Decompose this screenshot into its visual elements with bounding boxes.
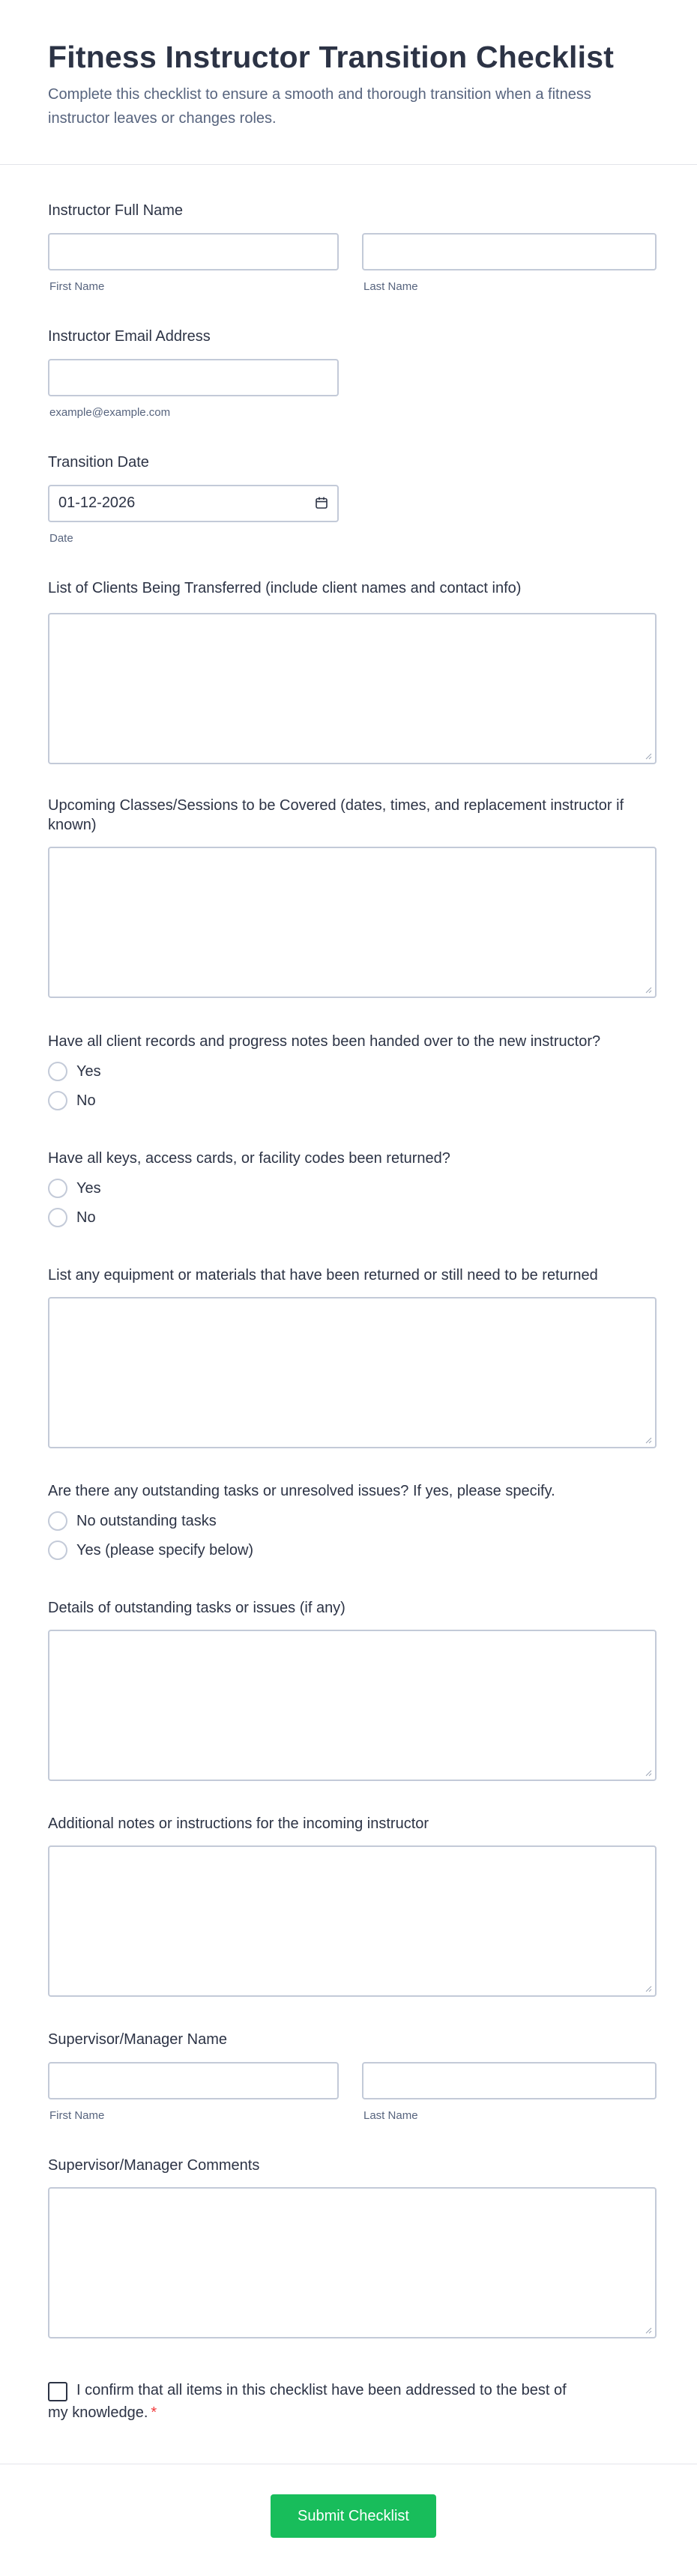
notes-label: Additional notes or instructions for the incoming instructor bbox=[48, 1815, 429, 1832]
instructor-last-name-input[interactable] bbox=[362, 233, 657, 270]
radio-label: Yes bbox=[76, 1179, 101, 1197]
supervisor-last-name-input[interactable] bbox=[362, 2062, 657, 2099]
transition-date-label: Transition Date bbox=[48, 454, 149, 471]
outstanding-field bbox=[48, 1481, 657, 1565]
required-asterisk: * bbox=[151, 2404, 157, 2421]
records-label: Have all client records and progress notes been handed over to the new instructor? bbox=[48, 1033, 601, 1050]
instructor-email-label: Instructor Email Address bbox=[48, 328, 211, 345]
records-option-no[interactable] bbox=[48, 1091, 96, 1110]
classes-textarea[interactable] bbox=[48, 847, 657, 998]
details-field bbox=[48, 1598, 657, 1786]
radio-button[interactable] bbox=[48, 1208, 67, 1227]
notes-textarea[interactable] bbox=[48, 1845, 657, 1997]
instructor-name-field bbox=[48, 201, 657, 298]
clients-label: List of Clients Being Transferred (include client names and contact info) bbox=[48, 580, 522, 596]
supervisor-comments-label: Supervisor/Manager Comments bbox=[48, 2157, 260, 2174]
supervisor-first-name-sublabel: First Name bbox=[49, 2109, 105, 2122]
supervisor-comments-field bbox=[48, 2156, 657, 2343]
clients-textarea[interactable] bbox=[48, 613, 657, 764]
instructor-first-name-input[interactable] bbox=[48, 233, 339, 270]
radio-button[interactable] bbox=[48, 1511, 67, 1531]
confirm-label bbox=[48, 2379, 588, 2424]
form-title: Fitness Instructor Transition Checklist bbox=[48, 40, 615, 74]
radio-button[interactable] bbox=[48, 1179, 67, 1198]
keys-option-no[interactable] bbox=[48, 1208, 96, 1227]
classes-field bbox=[48, 796, 657, 1000]
equipment-label: List any equipment or materials that have been returned or still need to be returned bbox=[48, 1267, 598, 1284]
instructor-email-input[interactable] bbox=[48, 359, 339, 396]
supervisor-last-name-sublabel: Last Name bbox=[363, 2109, 418, 2122]
keys-option-yes[interactable] bbox=[48, 1179, 101, 1198]
transition-date-field bbox=[48, 453, 657, 550]
keys-field bbox=[48, 1149, 657, 1233]
notes-field bbox=[48, 1814, 657, 2001]
instructor-last-name-sublabel: Last Name bbox=[363, 280, 418, 293]
resize-handle-icon[interactable] bbox=[645, 752, 652, 760]
equipment-field bbox=[48, 1266, 657, 1453]
resize-handle-icon[interactable] bbox=[645, 1985, 652, 1992]
instructor-email-field bbox=[48, 327, 657, 424]
radio-label: No bbox=[76, 1092, 96, 1109]
radio-label: No bbox=[76, 1209, 96, 1226]
resize-handle-icon[interactable] bbox=[645, 1769, 652, 1777]
keys-label: Have all keys, access cards, or facility codes been returned? bbox=[48, 1150, 450, 1167]
instructor-email-sublabel: example@example.com bbox=[49, 406, 171, 419]
radio-button[interactable] bbox=[48, 1091, 67, 1110]
transition-date-sublabel: Date bbox=[49, 532, 73, 545]
records-option-yes[interactable] bbox=[48, 1062, 101, 1081]
resize-handle-icon[interactable] bbox=[645, 986, 652, 994]
radio-button[interactable] bbox=[48, 1062, 67, 1081]
calendar-icon[interactable] bbox=[315, 496, 328, 510]
confirm-field bbox=[48, 2379, 588, 2431]
confirm-checkbox[interactable] bbox=[48, 2382, 67, 2401]
details-label: Details of outstanding tasks or issues (if any) bbox=[48, 1600, 346, 1616]
radio-label: Yes bbox=[76, 1062, 101, 1080]
outstanding-label: Are there any outstanding tasks or unresolved issues? If yes, please specify. bbox=[48, 1483, 555, 1499]
records-field bbox=[48, 1032, 657, 1116]
instructor-first-name-sublabel: First Name bbox=[49, 280, 105, 293]
clients-field bbox=[48, 578, 657, 766]
outstanding-option-none[interactable] bbox=[48, 1511, 217, 1531]
equipment-textarea[interactable] bbox=[48, 1297, 657, 1448]
classes-label: Upcoming Classes/Sessions to be Covered (dates, times, and replacement instructor if known) bbox=[48, 797, 624, 833]
form-header bbox=[0, 0, 697, 165]
resize-handle-icon[interactable] bbox=[645, 1436, 652, 1444]
supervisor-first-name-input[interactable] bbox=[48, 2062, 339, 2099]
transition-date-value: 01-12-2026 bbox=[58, 495, 136, 511]
form-subtitle: Complete this checklist to ensure a smooth and thorough transition when a fitness instructor leaves or changes roles. bbox=[48, 86, 591, 127]
supervisor-name-field bbox=[48, 2030, 657, 2127]
outstanding-option-yes[interactable] bbox=[48, 1541, 253, 1560]
supervisor-comments-textarea[interactable] bbox=[48, 2187, 657, 2338]
radio-button[interactable] bbox=[48, 1541, 67, 1560]
submit-button[interactable]: Submit Checklist bbox=[271, 2494, 436, 2538]
details-textarea[interactable] bbox=[48, 1630, 657, 1781]
supervisor-name-label: Supervisor/Manager Name bbox=[48, 2031, 227, 2048]
form-footer bbox=[0, 2464, 697, 2576]
instructor-name-label: Instructor Full Name bbox=[48, 202, 184, 219]
radio-label: No outstanding tasks bbox=[76, 1512, 217, 1529]
radio-label: Yes (please specify below) bbox=[76, 1541, 254, 1558]
resize-handle-icon[interactable] bbox=[645, 2326, 652, 2334]
transition-date-input[interactable] bbox=[48, 485, 339, 522]
confirm-text: I confirm that all items in this checklist have been addressed to the best of my knowledge. bbox=[48, 2382, 567, 2421]
